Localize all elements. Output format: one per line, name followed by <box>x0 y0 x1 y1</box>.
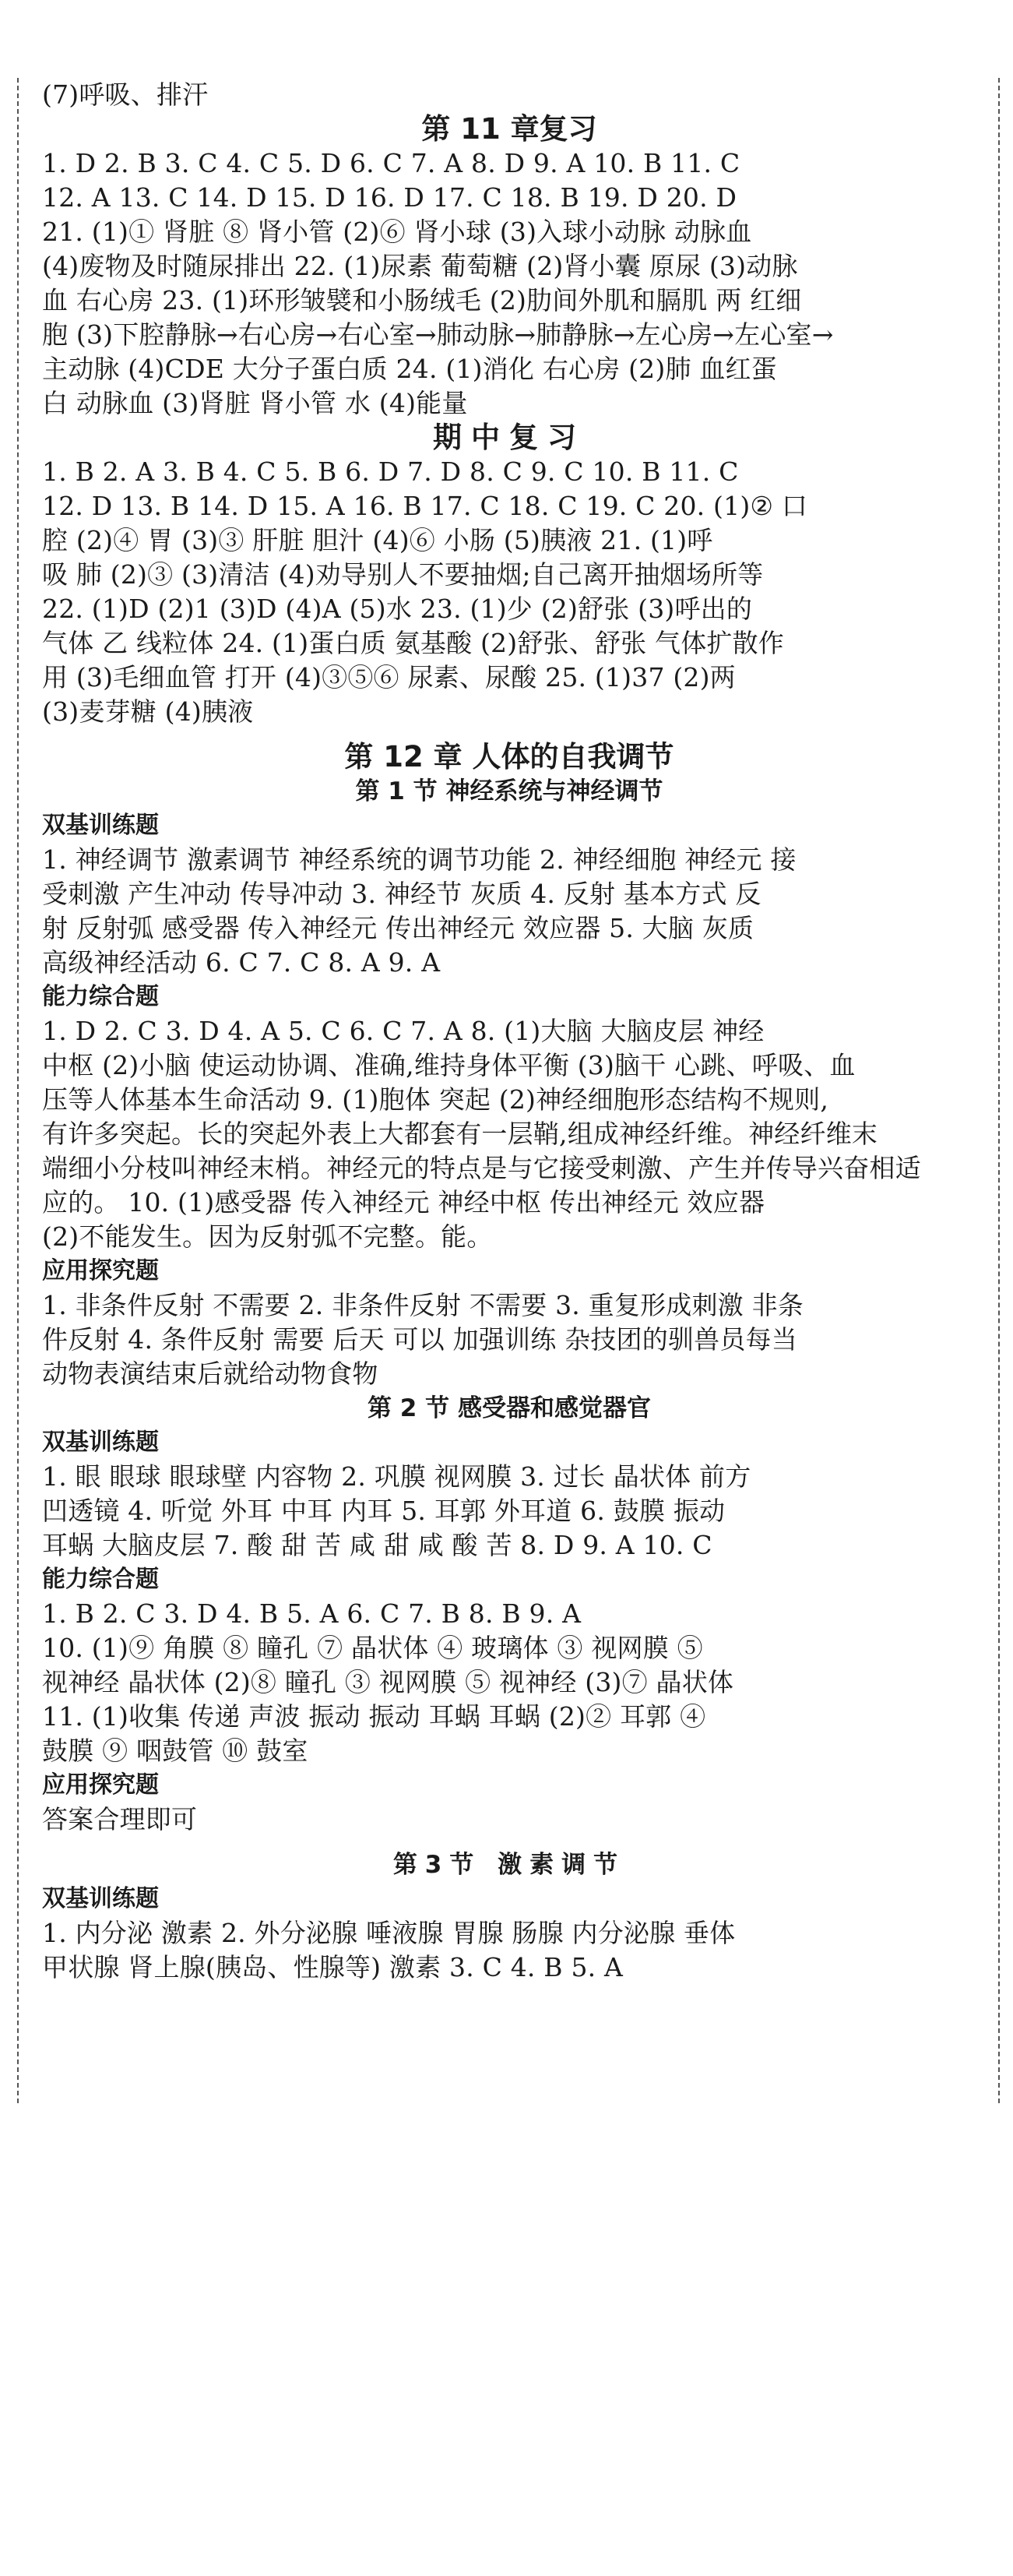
answer-line: 中枢 (2)小脑 使运动协调、准确,维持身体平衡 (3)脑干 心跳、呼吸、血 <box>42 1050 856 1080</box>
answer-line: 件反射 4. 条件反射 需要 后天 可以 加强训练 杂技团的驯兽员每当 <box>42 1324 797 1355</box>
section-title: 第 2 节 感受器和感觉器官 <box>368 1394 651 1422</box>
answer-line: 1. 神经调节 激素调节 神经系统的调节功能 2. 神经细胞 神经元 接 <box>42 844 797 875</box>
answer-line: 凹透镜 4. 听觉 外耳 中耳 内耳 5. 耳郭 外耳道 6. 鼓膜 振动 <box>42 1496 726 1526</box>
answer-line: 白 动脉血 (3)肾脏 肾小管 水 (4)能量 <box>42 388 468 418</box>
answer-line: 视神经 晶状体 (2)⑧ 瞳孔 ③ 视网膜 ⑤ 视神经 (3)⑦ 晶状体 <box>42 1667 734 1697</box>
spacer <box>42 729 976 740</box>
answer-line: 1. 内分泌 激素 2. 外分泌腺 唾液腺 胃腺 肠腺 内分泌腺 垂体 <box>42 1918 736 1948</box>
answer-line: 受刺激 产生冲动 传导冲动 3. 神经节 灰质 4. 反射 基本方式 反 <box>42 879 762 909</box>
answer-line: 12. A 13. C 14. D 15. D 16. D 17. C 18. B 19. D 20. D <box>42 182 737 213</box>
answer-line: 1. B 2. C 3. D 4. B 5. A 6. C 7. B 8. B 9. A <box>42 1598 582 1629</box>
answer-line: 12. D 13. B 14. D 15. A 16. B 17. C 18. C 19. C 20. (1)② 口 <box>42 491 808 521</box>
answer-line: 胞 (3)下腔静脉→右心房→右心室→肺动脉→肺静脉→左心房→左心室→ <box>42 319 834 350</box>
exercise-heading: 双基训练题 <box>42 1885 159 1912</box>
answer-line: (7)呼吸、排汗 <box>42 79 209 110</box>
answer-line: (4)废物及时随尿排出 22. (1)尿素 葡萄糖 (2)肾小囊 原尿 (3)动脉 <box>42 251 798 281</box>
section-title: 第 1 节 神经系统与神经调节 <box>355 777 663 805</box>
answer-line: 高级神经活动 6. C 7. C 8. A 9. A <box>42 947 441 978</box>
answer-line: 1. 眼 眼球 眼球壁 内容物 2. 巩膜 视网膜 3. 过长 晶状体 前方 <box>42 1461 751 1492</box>
answer-line: 血 右心房 23. (1)环形皱襞和小肠绒毛 (2)肋间外肌和膈肌 两 红细 <box>42 285 802 315</box>
answer-line: 1. B 2. A 3. B 4. C 5. B 6. D 7. D 8. C 9. C 10. B 11. C <box>42 456 739 487</box>
exercise-heading: 应用探究题 <box>42 1771 159 1799</box>
answer-line: 11. (1)收集 传递 声波 振动 振动 耳蜗 耳蜗 (2)② 耳郭 ④ <box>42 1701 706 1732</box>
answer-line: 应的。 10. (1)感受器 传入神经元 神经中枢 传出神经元 效应器 <box>42 1187 765 1218</box>
answer-line: 1. 非条件反射 不需要 2. 非条件反射 不需要 3. 重复形成刺激 非条 <box>42 1290 804 1320</box>
answer-line: 鼓膜 ⑨ 咽鼓管 ⑩ 鼓室 <box>42 1736 308 1766</box>
answer-line: 吸 肺 (2)③ (3)清洁 (4)劝导别人不要抽烟;自己离开抽烟场所等 <box>42 559 764 590</box>
exercise-heading: 双基训练题 <box>42 1429 159 1456</box>
answer-line: 腔 (2)④ 胃 (3)③ 肝脏 胆汁 (4)⑥ 小肠 (5)胰液 21. (1)呼 <box>42 525 713 555</box>
answer-line: 有许多突起。长的突起外表上大都套有一层鞘,组成神经纤维。神经纤维末 <box>42 1119 878 1149</box>
answer-line: 10. (1)⑨ 角膜 ⑧ 瞳孔 ⑦ 晶状体 ④ 玻璃体 ③ 视网膜 ⑤ <box>42 1633 703 1663</box>
answer-line: 射 反射弧 感受器 传入神经元 传出神经元 效应器 5. 大脑 灰质 <box>42 913 754 943</box>
answer-line: 主动脉 (4)CDE 大分子蛋白质 24. (1)消化 右心房 (2)肺 血红蛋 <box>42 354 777 384</box>
answer-line: 端细小分枝叫神经末梢。神经元的特点是与它接受刺激、产生并传导兴奋相适 <box>42 1153 921 1183</box>
answer-line: 耳蜗 大脑皮层 7. 酸 甜 苦 咸 甜 咸 酸 苦 8. D 9. A 10. C <box>42 1530 712 1560</box>
answer-line: 压等人体基本生命活动 9. (1)胞体 突起 (2)神经细胞形态结构不规则, <box>42 1084 829 1115</box>
answer-line: 21. (1)① 肾脏 ⑧ 肾小管 (2)⑥ 肾小球 (3)入球小动脉 动脉血 <box>42 217 752 247</box>
answer-content <box>42 78 976 1985</box>
chapter-title: 第 11 章复习 <box>421 112 597 146</box>
exercise-heading: 能力综合题 <box>42 983 159 1010</box>
answer-line: 甲状腺 肾上腺(胰岛、性腺等) 激素 3. C 4. B 5. A <box>42 1952 624 1982</box>
answer-line: (2)不能发生。因为反射弧不完整。能。 <box>42 1221 493 1252</box>
answer-line: 1. D 2. B 3. C 4. C 5. D 6. C 7. A 8. D 9. A 10. B 11. C <box>42 148 740 178</box>
answer-line: 动物表演结束后就给动物食物 <box>42 1358 378 1389</box>
exercise-heading: 双基训练题 <box>42 812 159 839</box>
answer-line: 答案合理即可 <box>42 1804 198 1834</box>
answer-line: (3)麦芽糖 (4)胰液 <box>42 696 254 727</box>
answer-page <box>17 78 1000 2103</box>
answer-line: 气体 乙 线粒体 24. (1)蛋白质 氨基酸 (2)舒张、舒张 气体扩散作 <box>42 628 784 658</box>
section-title: 第3节 激素调节 <box>392 1851 626 1879</box>
chapter-title: 第 12 章 人体的自我调节 <box>344 740 674 774</box>
chapter-title: 期中复习 <box>433 421 586 454</box>
exercise-heading: 能力综合题 <box>42 1566 159 1593</box>
answer-line: 1. D 2. C 3. D 4. A 5. C 6. C 7. A 8. (1)大脑 大脑皮层 神经 <box>42 1016 765 1046</box>
answer-line: 用 (3)毛细血管 打开 (4)③⑤⑥ 尿素、尿酸 25. (1)37 (2)两 <box>42 662 736 692</box>
spacer <box>42 1837 976 1848</box>
exercise-heading: 应用探究题 <box>42 1257 159 1284</box>
answer-line: 22. (1)D (2)1 (3)D (4)A (5)水 23. (1)少 (2)舒张 (3)呼出的 <box>42 594 753 624</box>
